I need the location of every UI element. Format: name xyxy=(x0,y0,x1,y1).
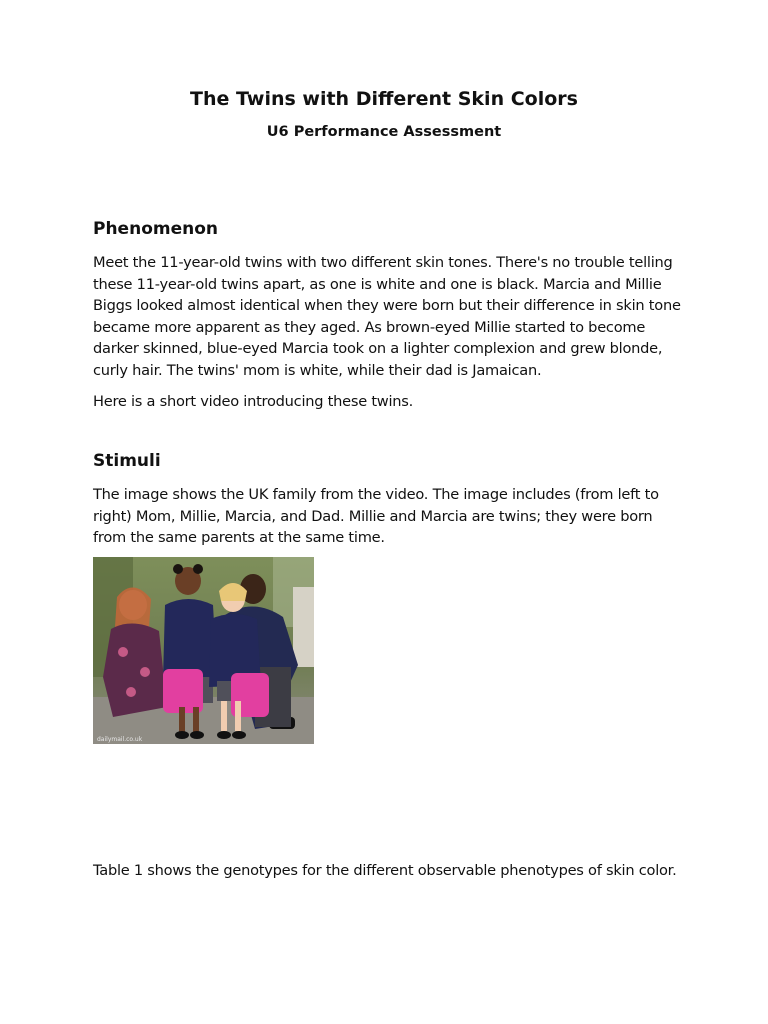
stimuli-heading: Stimuli xyxy=(93,451,161,471)
phenomenon-paragraph: Meet the 11-year-old twins with two different skin tones. There's no trouble telling these 11-year-old twins apart, as one is white and one is black. Marcia and Millie Biggs looked almost identical when they were born but their difference in skin tone became more apparent as they aged. As brown-eyed Millie started to become darker skinned, blue-eyed Marcia took on a lighter complexion and grew blonde, curly hair. The twins' mom is white, while their dad is Jamaican. xyxy=(93,254,681,379)
photo-watermark: dailymail.co.uk xyxy=(97,736,143,743)
document-subtitle: U6 Performance Assessment xyxy=(266,124,502,140)
phenomenon-heading: Phenomenon xyxy=(93,219,219,239)
video-intro-text: Here is a short video introducing these twins. xyxy=(93,393,414,410)
document-title: The Twins with Different Skin Colors xyxy=(190,88,578,110)
family-photo xyxy=(93,557,314,744)
stimuli-paragraph: The image shows the UK family from the video. The image includes (from left to right) Mom, Millie, Marcia, and Dad. Millie and Marcia are twins; they were born from the same parents at the same time. xyxy=(93,486,659,546)
table-intro-text: Table 1 shows the genotypes for the different observable phenotypes of skin color. xyxy=(93,862,677,879)
